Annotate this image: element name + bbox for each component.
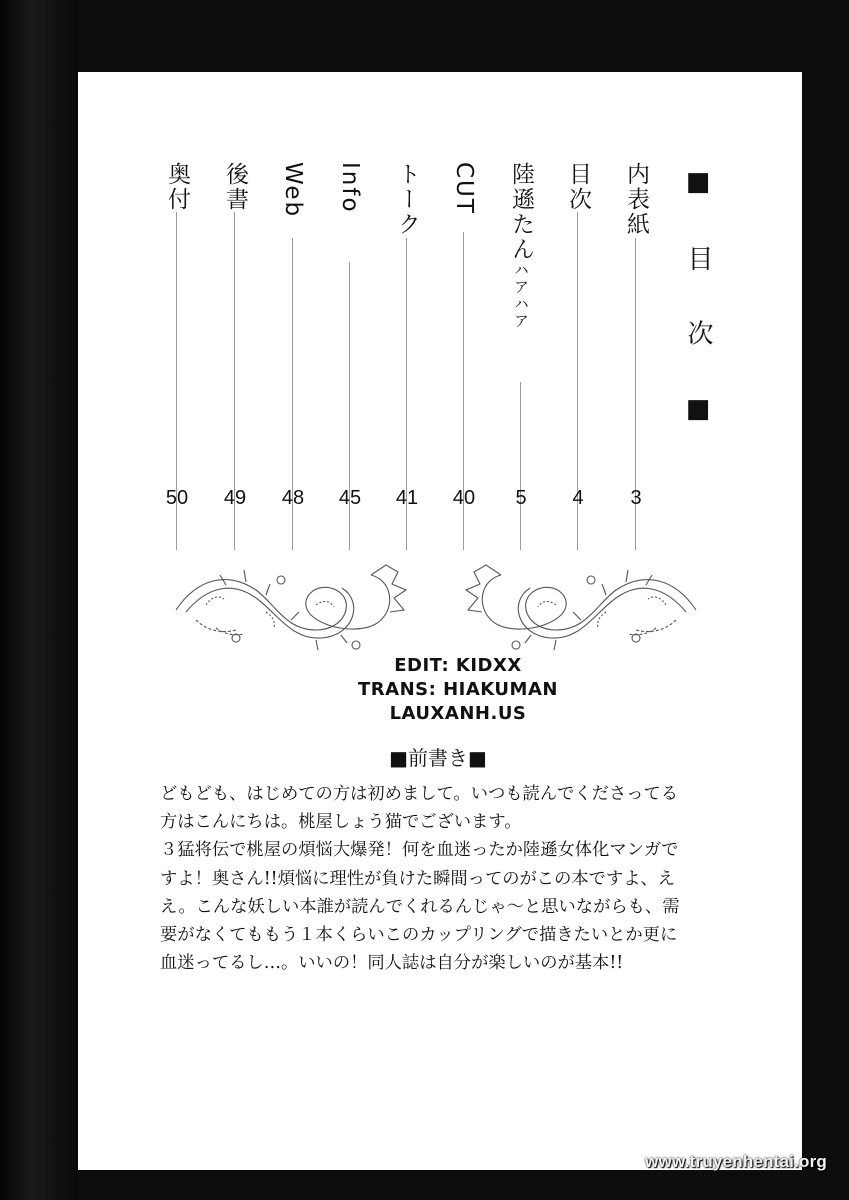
foreword-title: ■前書き■: [389, 746, 487, 770]
toc-entry: [217, 162, 253, 512]
foreword-line: え。こんな妖しい本誰が読んでくれるんじゃ～と思いながらも、需: [160, 896, 680, 917]
toc-entry-page: 4: [572, 487, 584, 509]
foreword-line: 方はこんにちは。桃屋しょう猫でございます。: [160, 812, 522, 833]
toc-entry-title: 内表紙: [623, 162, 649, 237]
toc-entry: [159, 162, 195, 512]
toc-entry-title: Web: [280, 162, 306, 219]
toc-entry-title: 奥付: [164, 162, 190, 212]
toc-entry: [332, 162, 368, 512]
toc-entry-title: CUT: [451, 162, 477, 215]
book-page: [78, 72, 802, 1170]
foreword-line: ３猛将伝で桃屋の煩悩大爆発！何を血迷ったか陸遜女体化マンガで: [160, 840, 679, 861]
toc-entry-page: 50: [165, 487, 189, 509]
toc-entry: [275, 162, 311, 512]
toc-entry-title: 後書: [222, 162, 248, 212]
site-watermark: www.truyenhentai.org: [645, 1152, 827, 1171]
foreword-line: どもども、はじめての方は初めまして。いつも読んでくださってる: [160, 784, 679, 804]
foreword-line: すよ！奥さん!!煩悩に理性が負けた瞬間ってのがこの本ですよ、え: [160, 868, 676, 889]
leader-line: [520, 382, 521, 550]
toc-heading: ■ 目 次 ■: [683, 167, 713, 444]
toc-entry: [446, 162, 482, 512]
credit-trans: TRANS: HIAKUMAN: [358, 679, 558, 700]
dragon-left-icon: [176, 565, 406, 650]
toc-entry: [389, 162, 425, 512]
toc-entry-title: 陸遜たんハアハア: [508, 162, 534, 330]
credit-edit: EDIT: KIDXX: [394, 655, 522, 676]
foreword-body: [160, 780, 730, 977]
scanlation-credits: [318, 654, 598, 726]
toc-entry-page: 41: [395, 487, 419, 509]
toc-entry: [560, 162, 596, 512]
toc-entry: [503, 162, 539, 512]
toc-entry-page: 45: [338, 487, 362, 509]
toc-entry-page: 49: [223, 487, 247, 509]
toc-entry-page: 48: [281, 487, 305, 509]
toc-entry-title: Info: [337, 162, 363, 214]
toc-entry-page: 5: [515, 487, 527, 509]
credit-site: LAUXANH.US: [389, 703, 527, 724]
dragon-right-icon: [466, 565, 696, 650]
foreword-line: 要がなくてももう１本くらいこのカップリングで描きたいとか更に: [160, 925, 678, 946]
toc-entry-title: トーク: [394, 162, 420, 237]
toc-entry-page: 3: [630, 487, 642, 509]
scan-edge: [0, 0, 78, 1200]
toc-entry-title: 目次: [565, 162, 591, 212]
toc-entry: [618, 162, 654, 512]
dragon-illustration: [166, 550, 706, 670]
toc-entry-page: 40: [452, 487, 476, 509]
foreword-line: 血迷ってるし…。いいの！同人誌は自分が楽しいのが基本!!: [160, 953, 624, 974]
